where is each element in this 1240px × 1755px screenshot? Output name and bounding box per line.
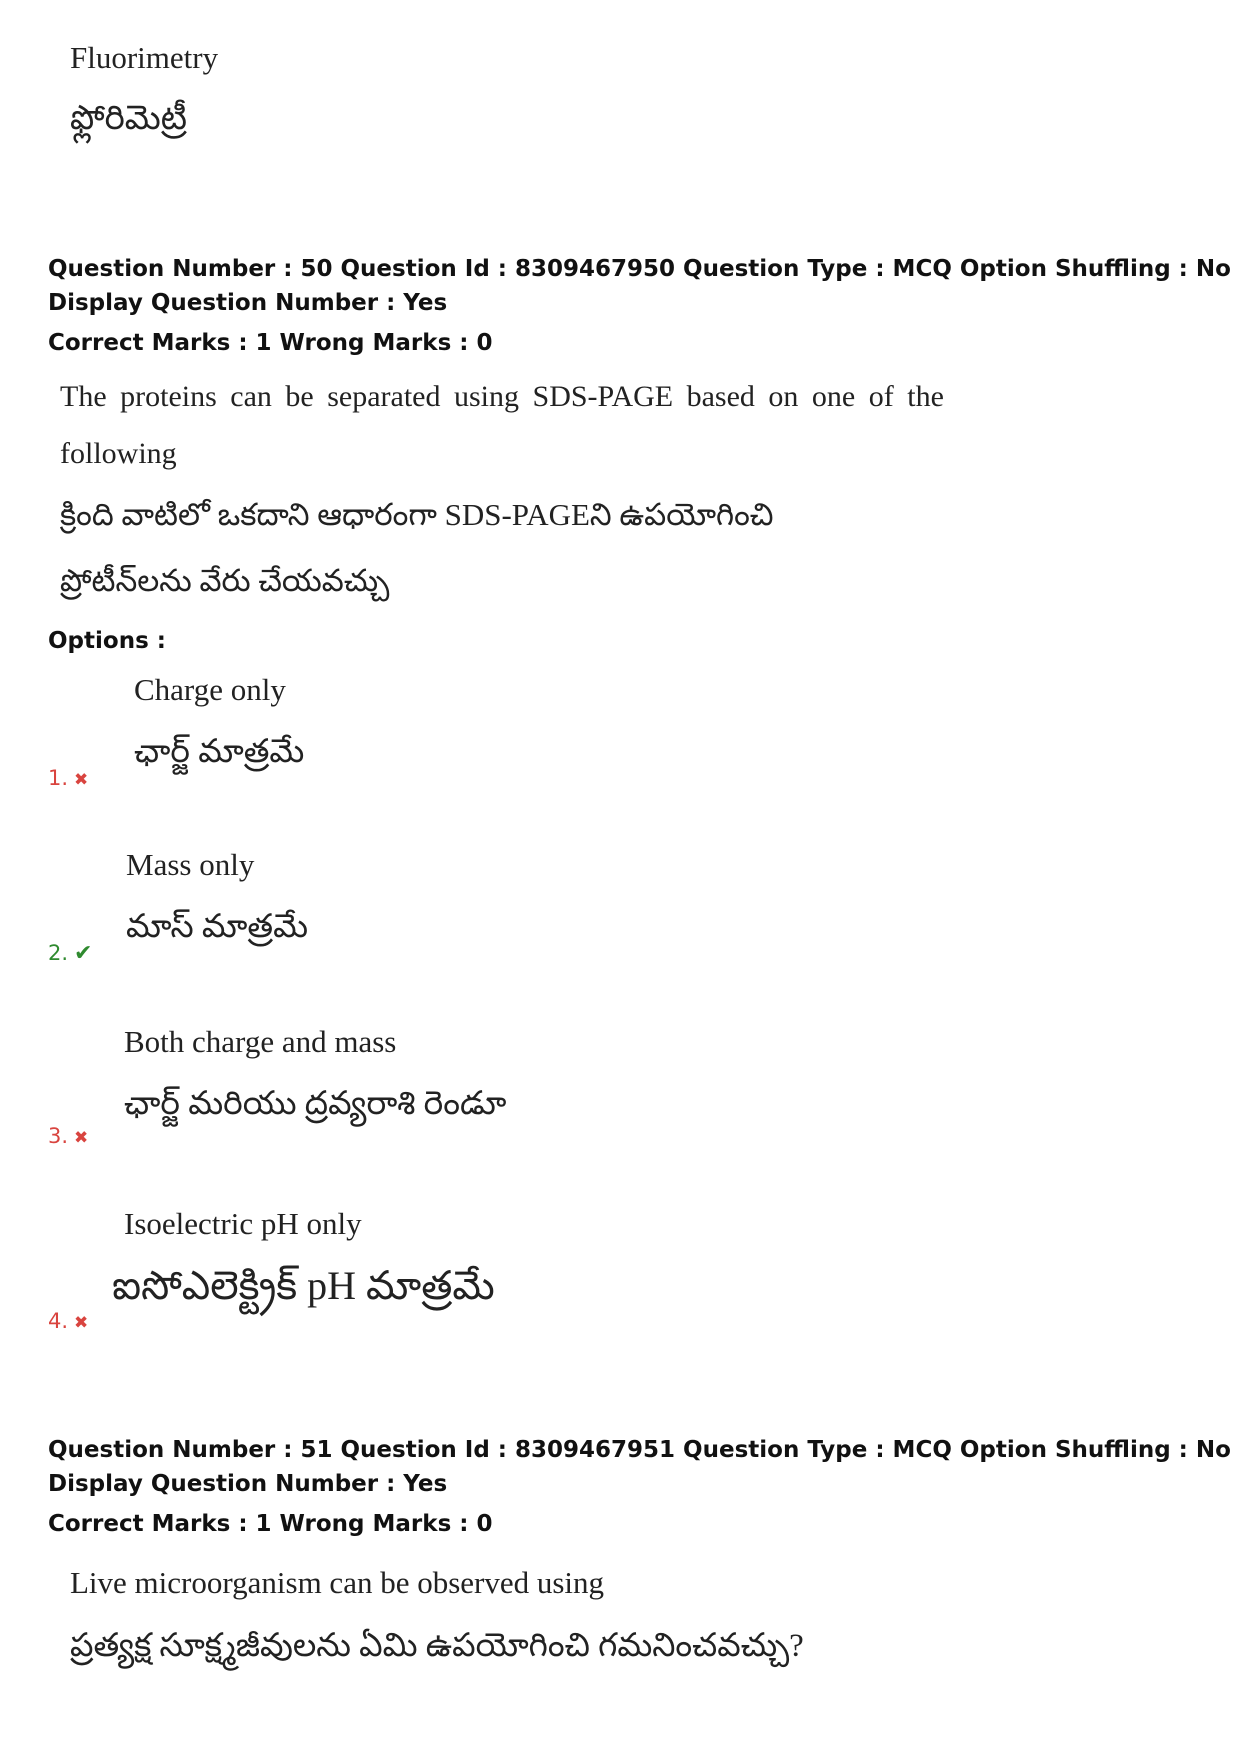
- q51-header-line2: Display Question Number : Yes: [48, 1471, 448, 1497]
- option-3-number: 3.: [48, 1124, 69, 1148]
- q50-text-te-2: ప్రోటీన్‌లను వేరు చేయవచ్చు: [60, 563, 390, 598]
- option-1-telugu: ఛార్జ్ మాత్రమే: [134, 734, 305, 770]
- option-3-telugu: ఛార్జ్ మరియు ద్రవ్యరాశి రెండూ: [124, 1086, 507, 1122]
- check-icon: ✔: [74, 941, 93, 966]
- q50-text-en-2: following: [60, 437, 177, 470]
- option-2-marker: [48, 941, 92, 966]
- prev-option-telugu: ఫ్లోరిమెట్రీ: [70, 100, 187, 137]
- q51-marks: Correct Marks : 1 Wrong Marks : 0: [48, 1511, 493, 1537]
- option-1-marker: [48, 766, 88, 790]
- q51-header-line1: Question Number : 51 Question Id : 8309467951 Question Type : MCQ Option Shuffling : No: [48, 1437, 1231, 1463]
- q51-text-en: Live microorganism can be observed using: [70, 1565, 605, 1600]
- option-2-number: 2.: [48, 941, 69, 965]
- options-label: Options :: [48, 628, 166, 654]
- option-4-marker: [48, 1309, 88, 1333]
- cross-icon: ✖: [74, 770, 89, 790]
- option-4-english: Isoelectric pH only: [124, 1206, 362, 1241]
- q50-header-line1: Question Number : 50 Question Id : 8309467950 Question Type : MCQ Option Shuffling : No: [48, 256, 1231, 282]
- option-2-english: Mass only: [126, 847, 255, 882]
- q51-text-te: ప్రత్యక్ష సూక్ష్మజీవులను ఏమి ఉపయోగించి గమనించవచ్చు?: [70, 1628, 804, 1664]
- option-4-telugu: ఐసోఎలెక్ట్రిక్ pH మాత్రమే: [112, 1263, 495, 1308]
- option-3-marker: [48, 1124, 88, 1148]
- option-1-english: Charge only: [134, 672, 286, 707]
- option-1-number: 1.: [48, 766, 69, 790]
- prev-option-english: Fluorimetry: [70, 40, 219, 75]
- q50-header-line2: Display Question Number : Yes: [48, 290, 448, 316]
- q50-text-en-1: The proteins can be separated using SDS-PAGE based on one of the: [60, 380, 944, 413]
- q50-marks: Correct Marks : 1 Wrong Marks : 0: [48, 330, 493, 356]
- option-4-number: 4.: [48, 1309, 69, 1333]
- q50-text-te-1: క్రింది వాటిలో ఒకదాని ఆధారంగా SDS-PAGEని ఉపయోగించి: [60, 497, 774, 532]
- cross-icon: ✖: [74, 1128, 89, 1148]
- option-2-telugu: మాస్ మాత్రమే: [126, 909, 308, 945]
- option-3-english: Both charge and mass: [124, 1024, 397, 1059]
- cross-icon: ✖: [74, 1313, 89, 1333]
